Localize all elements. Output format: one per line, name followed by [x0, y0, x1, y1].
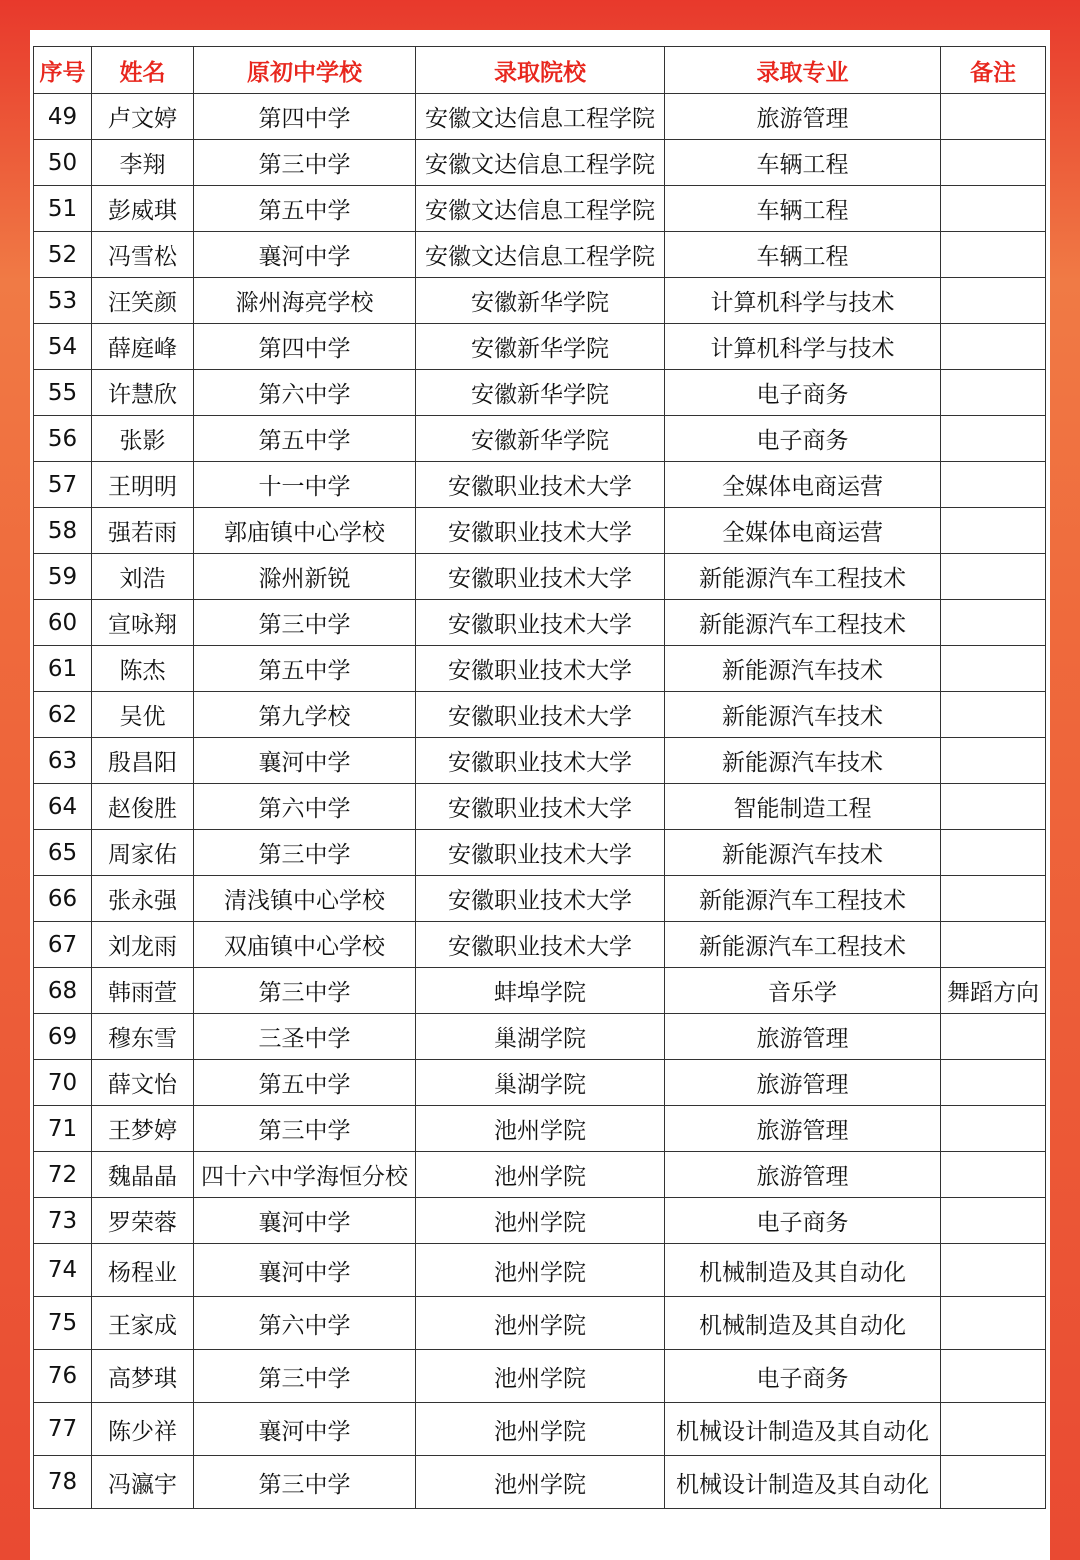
cell-middle-school: 双庙镇中心学校: [194, 922, 416, 968]
cell-note: [941, 600, 1046, 646]
cell-major: 全媒体电商运营: [665, 508, 941, 554]
cell-note: [941, 1014, 1046, 1060]
table-row: [34, 738, 1046, 784]
cell-major: 机械制造及其自动化: [665, 1244, 941, 1297]
cell-major: 智能制造工程: [665, 784, 941, 830]
cell-college: 安徽职业技术大学: [416, 554, 665, 600]
cell-middle-school: 清浅镇中心学校: [194, 876, 416, 922]
cell-middle-school: 襄河中学: [194, 232, 416, 278]
cell-note: [941, 1060, 1046, 1106]
cell-note: [941, 738, 1046, 784]
cell-college: 池州学院: [416, 1152, 665, 1198]
cell-number: 66: [34, 876, 92, 922]
cell-name: 冯雪松: [92, 232, 194, 278]
cell-college: 安徽文达信息工程学院: [416, 186, 665, 232]
table-row: [34, 876, 1046, 922]
cell-note: [941, 830, 1046, 876]
cell-note: [941, 416, 1046, 462]
cell-number: 75: [34, 1297, 92, 1350]
cell-major: 电子商务: [665, 416, 941, 462]
cell-college: 池州学院: [416, 1456, 665, 1509]
cell-name: 穆东雪: [92, 1014, 194, 1060]
header-college: 录取院校: [416, 47, 665, 94]
cell-number: 56: [34, 416, 92, 462]
cell-college: 蚌埠学院: [416, 968, 665, 1014]
table-row: [34, 600, 1046, 646]
admission-table: [33, 46, 1046, 1509]
cell-middle-school: 滁州海亮学校: [194, 278, 416, 324]
cell-middle-school: 第三中学: [194, 600, 416, 646]
cell-middle-school: 第三中学: [194, 830, 416, 876]
cell-middle-school: 襄河中学: [194, 738, 416, 784]
cell-note: [941, 784, 1046, 830]
roster-card: [30, 30, 1050, 1560]
cell-college: 池州学院: [416, 1297, 665, 1350]
cell-name: 罗荣蓉: [92, 1198, 194, 1244]
table-row: [34, 94, 1046, 140]
table-row: [34, 1456, 1046, 1509]
cell-major: 新能源汽车工程技术: [665, 600, 941, 646]
cell-note: [941, 462, 1046, 508]
cell-major: 旅游管理: [665, 1152, 941, 1198]
cell-major: 新能源汽车工程技术: [665, 554, 941, 600]
cell-name: 薛庭峰: [92, 324, 194, 370]
cell-note: [941, 1152, 1046, 1198]
cell-college: 巢湖学院: [416, 1060, 665, 1106]
cell-major: 电子商务: [665, 370, 941, 416]
cell-note: [941, 232, 1046, 278]
table-row: [34, 1106, 1046, 1152]
cell-note: [941, 186, 1046, 232]
cell-college: 安徽新华学院: [416, 278, 665, 324]
cell-note: [941, 324, 1046, 370]
cell-college: 安徽职业技术大学: [416, 692, 665, 738]
cell-major: 旅游管理: [665, 1060, 941, 1106]
cell-name: 张永强: [92, 876, 194, 922]
cell-middle-school: 第六中学: [194, 784, 416, 830]
cell-major: 旅游管理: [665, 1106, 941, 1152]
table-row: [34, 1403, 1046, 1456]
cell-note: [941, 922, 1046, 968]
cell-middle-school: 第四中学: [194, 94, 416, 140]
cell-name: 吴优: [92, 692, 194, 738]
cell-note: [941, 278, 1046, 324]
cell-name: 薛文怡: [92, 1060, 194, 1106]
cell-middle-school: 第三中学: [194, 140, 416, 186]
cell-college: 池州学院: [416, 1350, 665, 1403]
cell-college: 安徽职业技术大学: [416, 738, 665, 784]
cell-number: 71: [34, 1106, 92, 1152]
cell-major: 机械设计制造及其自动化: [665, 1456, 941, 1509]
table-row: [34, 370, 1046, 416]
cell-college: 安徽职业技术大学: [416, 784, 665, 830]
cell-major: 新能源汽车技术: [665, 830, 941, 876]
cell-name: 刘龙雨: [92, 922, 194, 968]
header-name: 姓名: [92, 47, 194, 94]
cell-number: 52: [34, 232, 92, 278]
cell-college: 巢湖学院: [416, 1014, 665, 1060]
cell-college: 安徽职业技术大学: [416, 646, 665, 692]
cell-name: 强若雨: [92, 508, 194, 554]
cell-number: 61: [34, 646, 92, 692]
cell-number: 51: [34, 186, 92, 232]
table-row: [34, 1060, 1046, 1106]
cell-major: 机械制造及其自动化: [665, 1297, 941, 1350]
cell-major: 新能源汽车技术: [665, 692, 941, 738]
cell-note: [941, 1198, 1046, 1244]
table-row: [34, 646, 1046, 692]
cell-note: [941, 508, 1046, 554]
table-row: [34, 784, 1046, 830]
cell-name: 杨程业: [92, 1244, 194, 1297]
cell-major: 音乐学: [665, 968, 941, 1014]
cell-middle-school: 第六中学: [194, 1297, 416, 1350]
table-row: [34, 1297, 1046, 1350]
cell-middle-school: 第五中学: [194, 186, 416, 232]
cell-name: 周家佑: [92, 830, 194, 876]
cell-middle-school: 第三中学: [194, 968, 416, 1014]
cell-major: 旅游管理: [665, 1014, 941, 1060]
header-number: 序号: [34, 47, 92, 94]
cell-middle-school: 襄河中学: [194, 1198, 416, 1244]
cell-middle-school: 第三中学: [194, 1106, 416, 1152]
cell-middle-school: 滁州新锐: [194, 554, 416, 600]
cell-name: 汪笑颜: [92, 278, 194, 324]
header-middle-school: 原初中学校: [194, 47, 416, 94]
cell-college: 安徽新华学院: [416, 416, 665, 462]
cell-middle-school: 襄河中学: [194, 1244, 416, 1297]
cell-name: 殷昌阳: [92, 738, 194, 784]
table-row: [34, 922, 1046, 968]
cell-college: 安徽职业技术大学: [416, 876, 665, 922]
cell-name: 刘浩: [92, 554, 194, 600]
cell-name: 王梦婷: [92, 1106, 194, 1152]
cell-number: 49: [34, 94, 92, 140]
table-row: [34, 1350, 1046, 1403]
cell-number: 62: [34, 692, 92, 738]
cell-note: [941, 1244, 1046, 1297]
cell-major: 车辆工程: [665, 140, 941, 186]
cell-number: 59: [34, 554, 92, 600]
cell-number: 76: [34, 1350, 92, 1403]
cell-major: 新能源汽车工程技术: [665, 922, 941, 968]
cell-middle-school: 十一中学: [194, 462, 416, 508]
cell-college: 安徽新华学院: [416, 324, 665, 370]
cell-major: 机械设计制造及其自动化: [665, 1403, 941, 1456]
cell-number: 77: [34, 1403, 92, 1456]
cell-college: 池州学院: [416, 1198, 665, 1244]
cell-number: 60: [34, 600, 92, 646]
table-header-row: [34, 47, 1046, 94]
cell-middle-school: 第三中学: [194, 1456, 416, 1509]
table-row: [34, 462, 1046, 508]
cell-number: 68: [34, 968, 92, 1014]
cell-name: 王明明: [92, 462, 194, 508]
cell-note: [941, 646, 1046, 692]
cell-middle-school: 第五中学: [194, 1060, 416, 1106]
table-row: [34, 554, 1046, 600]
cell-note: [941, 692, 1046, 738]
cell-note: [941, 1403, 1046, 1456]
cell-middle-school: 第九学校: [194, 692, 416, 738]
cell-number: 70: [34, 1060, 92, 1106]
cell-name: 陈杰: [92, 646, 194, 692]
cell-college: 安徽新华学院: [416, 370, 665, 416]
table-row: [34, 1244, 1046, 1297]
cell-number: 64: [34, 784, 92, 830]
cell-college: 池州学院: [416, 1106, 665, 1152]
cell-middle-school: 第四中学: [194, 324, 416, 370]
cell-number: 50: [34, 140, 92, 186]
cell-middle-school: 四十六中学海恒分校: [194, 1152, 416, 1198]
table-row: [34, 968, 1046, 1014]
cell-name: 李翔: [92, 140, 194, 186]
cell-name: 韩雨萱: [92, 968, 194, 1014]
cell-college: 安徽职业技术大学: [416, 600, 665, 646]
table-row: [34, 508, 1046, 554]
cell-number: 55: [34, 370, 92, 416]
cell-note: [941, 554, 1046, 600]
cell-note: [941, 1456, 1046, 1509]
cell-college: 池州学院: [416, 1244, 665, 1297]
cell-number: 78: [34, 1456, 92, 1509]
cell-note: [941, 876, 1046, 922]
cell-name: 卢文婷: [92, 94, 194, 140]
cell-middle-school: 郭庙镇中心学校: [194, 508, 416, 554]
table-row: [34, 324, 1046, 370]
cell-major: 旅游管理: [665, 94, 941, 140]
cell-name: 彭威琪: [92, 186, 194, 232]
cell-middle-school: 三圣中学: [194, 1014, 416, 1060]
cell-name: 王家成: [92, 1297, 194, 1350]
cell-name: 宣咏翔: [92, 600, 194, 646]
cell-middle-school: 襄河中学: [194, 1403, 416, 1456]
table-row: [34, 232, 1046, 278]
cell-note: [941, 1350, 1046, 1403]
cell-number: 72: [34, 1152, 92, 1198]
cell-note: [941, 370, 1046, 416]
table-row: [34, 1014, 1046, 1060]
cell-number: 73: [34, 1198, 92, 1244]
header-note: 备注: [941, 47, 1046, 94]
cell-name: 赵俊胜: [92, 784, 194, 830]
cell-note: 舞蹈方向: [941, 968, 1046, 1014]
cell-major: 电子商务: [665, 1350, 941, 1403]
cell-major: 新能源汽车技术: [665, 738, 941, 784]
cell-number: 65: [34, 830, 92, 876]
cell-college: 安徽职业技术大学: [416, 922, 665, 968]
cell-number: 74: [34, 1244, 92, 1297]
cell-middle-school: 第三中学: [194, 1350, 416, 1403]
table-row: [34, 140, 1046, 186]
cell-number: 53: [34, 278, 92, 324]
cell-college: 安徽职业技术大学: [416, 830, 665, 876]
table-row: [34, 1198, 1046, 1244]
cell-major: 计算机科学与技术: [665, 278, 941, 324]
cell-number: 67: [34, 922, 92, 968]
table-body: [34, 94, 1046, 1509]
cell-college: 池州学院: [416, 1403, 665, 1456]
cell-middle-school: 第五中学: [194, 646, 416, 692]
cell-middle-school: 第六中学: [194, 370, 416, 416]
table-row: [34, 278, 1046, 324]
table-row: [34, 416, 1046, 462]
cell-major: 车辆工程: [665, 186, 941, 232]
cell-college: 安徽职业技术大学: [416, 508, 665, 554]
cell-name: 许慧欣: [92, 370, 194, 416]
header-major: 录取专业: [665, 47, 941, 94]
table-row: [34, 1152, 1046, 1198]
cell-note: [941, 1297, 1046, 1350]
table-row: [34, 186, 1046, 232]
cell-college: 安徽文达信息工程学院: [416, 232, 665, 278]
cell-major: 全媒体电商运营: [665, 462, 941, 508]
cell-name: 张影: [92, 416, 194, 462]
cell-major: 车辆工程: [665, 232, 941, 278]
cell-number: 58: [34, 508, 92, 554]
cell-name: 高梦琪: [92, 1350, 194, 1403]
table-row: [34, 830, 1046, 876]
cell-college: 安徽文达信息工程学院: [416, 140, 665, 186]
cell-number: 57: [34, 462, 92, 508]
cell-number: 54: [34, 324, 92, 370]
cell-name: 陈少祥: [92, 1403, 194, 1456]
cell-number: 63: [34, 738, 92, 784]
cell-major: 电子商务: [665, 1198, 941, 1244]
cell-college: 安徽文达信息工程学院: [416, 94, 665, 140]
cell-name: 冯瀛宇: [92, 1456, 194, 1509]
cell-name: 魏晶晶: [92, 1152, 194, 1198]
cell-major: 新能源汽车技术: [665, 646, 941, 692]
cell-note: [941, 1106, 1046, 1152]
cell-major: 新能源汽车工程技术: [665, 876, 941, 922]
cell-middle-school: 第五中学: [194, 416, 416, 462]
cell-note: [941, 94, 1046, 140]
cell-note: [941, 140, 1046, 186]
cell-number: 69: [34, 1014, 92, 1060]
cell-major: 计算机科学与技术: [665, 324, 941, 370]
cell-college: 安徽职业技术大学: [416, 462, 665, 508]
table-row: [34, 692, 1046, 738]
